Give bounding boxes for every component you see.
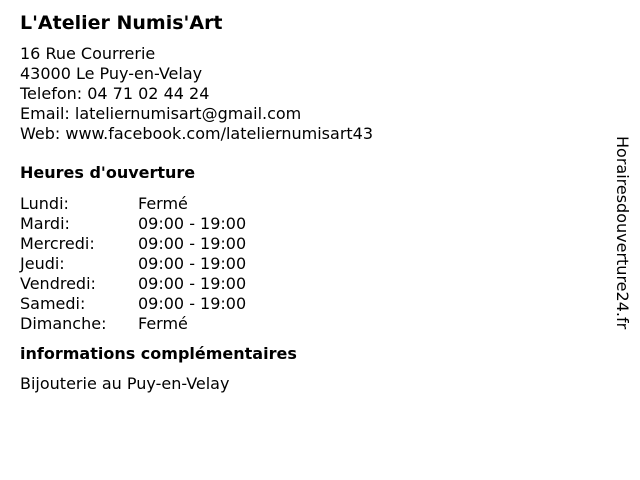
hours-row-monday (20, 194, 580, 214)
hours-table (20, 194, 580, 334)
hours-day: Mardi: (20, 214, 70, 233)
site-watermark: Horairesdouverture24.fr (613, 136, 632, 330)
hours-row-friday (20, 274, 580, 294)
address-street: 16 Rue Courrerie (20, 44, 156, 63)
hours-time: 09:00 - 19:00 (138, 294, 247, 313)
hours-row-saturday (20, 294, 580, 314)
hours-day: Lundi: (20, 194, 69, 213)
hours-time: 09:00 - 19:00 (138, 254, 247, 273)
info-heading: informations complémentaires (20, 344, 297, 363)
web-line: Web: www.facebook.com/lateliernumisart43 (20, 124, 374, 143)
hours-row-wednesday (20, 234, 580, 254)
hours-time: Fermé (138, 194, 188, 213)
hours-time: Fermé (138, 314, 188, 333)
hours-row-sunday (20, 314, 580, 334)
business-card (20, 10, 580, 394)
business-name: L'Atelier Numis'Art (20, 12, 223, 34)
info-text: Bijouterie au Puy-en-Velay (20, 374, 230, 393)
email-line: Email: lateliernumisart@gmail.com (20, 104, 302, 123)
hours-heading: Heures d'ouverture (20, 163, 196, 182)
hours-day: Jeudi: (20, 254, 65, 273)
contact-block (20, 44, 580, 144)
hours-time: 09:00 - 19:00 (138, 214, 247, 233)
hours-day: Mercredi: (20, 234, 95, 253)
hours-row-tuesday (20, 214, 580, 234)
phone-line: Telefon: 04 71 02 44 24 (20, 84, 210, 103)
hours-row-thursday (20, 254, 580, 274)
address-city: 43000 Le Puy-en-Velay (20, 64, 203, 83)
hours-day: Vendredi: (20, 274, 96, 293)
hours-time: 09:00 - 19:00 (138, 234, 247, 253)
hours-day: Samedi: (20, 294, 86, 313)
hours-time: 09:00 - 19:00 (138, 274, 247, 293)
hours-day: Dimanche: (20, 314, 107, 333)
